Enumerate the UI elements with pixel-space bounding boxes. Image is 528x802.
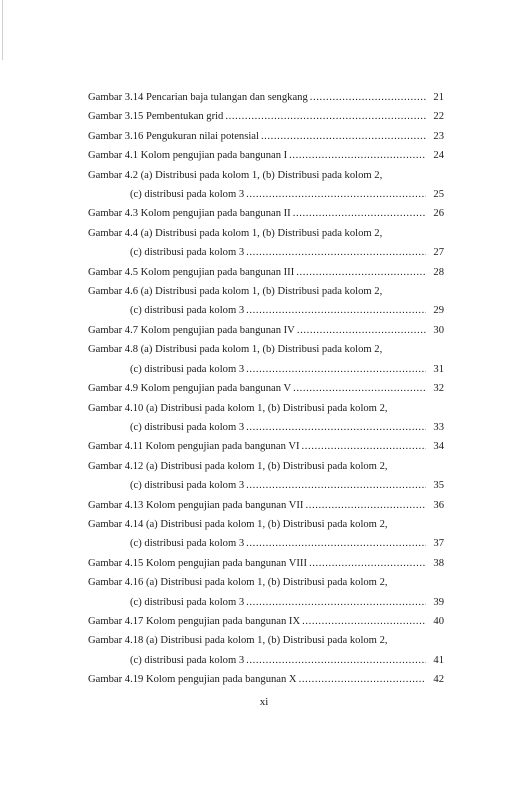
entry-label: (c) distribusi pada kolom 3 [130,596,245,608]
entry-label: Gambar 4.7 Kolom pengujian pada bangunan IV [88,324,295,336]
entry-page: 39 [433,596,444,608]
entry-page: 28 [433,266,444,278]
dot-leader [246,243,426,262]
entry-caption-line: Gambar 4.16 (a) Distribusi pada kolom 1, (b) Distribusi pada kolom 2, [88,577,388,589]
toc-entry[interactable] [88,321,444,340]
entry-label: Gambar 4.17 Kolom pengujian pada bangunan IX [88,615,301,627]
entry-page: 21 [433,92,444,103]
entry-label: Gambar 4.11 Kolom pengujian pada bangunan VI [88,441,300,453]
toc-entry[interactable] [88,146,444,165]
dot-leader [297,321,426,340]
toc-entry[interactable] [88,282,444,321]
entry-page: 37 [433,538,444,550]
toc-entry[interactable] [88,263,444,282]
dot-leader [246,418,426,437]
toc-entry[interactable] [88,573,444,612]
toc-entry[interactable] [88,496,444,515]
entry-label: Gambar 4.15 Kolom pengujian pada bangunan VIII [88,557,307,569]
entry-caption-line: Gambar 4.6 (a) Distribusi pada kolom 1, (b) Distribusi pada kolom 2, [88,286,383,298]
entry-page: 31 [433,363,444,375]
dot-leader [293,379,426,398]
toc-entry[interactable] [88,379,444,398]
entry-label: (c) distribusi pada kolom 3 [130,538,245,550]
entry-label: Gambar 3.16 Pengukuran nilai potensial [88,130,259,142]
entry-label: (c) distribusi pada kolom 3 [130,480,245,492]
entry-label: Gambar 4.9 Kolom pengujian pada bangunan V [88,383,292,395]
entry-caption-line: Gambar 4.14 (a) Distribusi pada kolom 1, (b) Distribusi pada kolom 2, [88,518,388,530]
toc-entry[interactable] [88,437,444,456]
toc-entry[interactable] [88,224,444,263]
entry-page: 32 [433,383,444,395]
entry-page: 36 [433,499,444,511]
entry-page: 30 [433,324,444,336]
entry-label: (c) distribusi pada kolom 3 [130,654,245,666]
dot-leader [225,107,426,126]
entry-page: 23 [433,130,444,142]
dot-leader [246,476,426,495]
entry-page: 22 [433,111,444,123]
dot-leader [302,437,426,456]
toc-entry[interactable] [88,204,444,223]
entry-page: 42 [433,674,444,686]
dot-leader [246,593,426,612]
toc-entry[interactable] [88,399,444,438]
dot-leader [305,496,426,515]
entry-label: (c) distribusi pada kolom 3 [130,247,245,259]
entry-label: Gambar 3.15 Pembentukan grid [88,111,224,123]
toc-entry[interactable] [88,340,444,379]
entry-label: Gambar 4.3 Kolom pengujian pada bangunan II [88,208,291,220]
entry-label: Gambar 4.13 Kolom pengujian pada bangunan VII [88,499,304,511]
page-edge-line [2,0,3,60]
dot-leader [302,612,426,631]
entry-label: (c) distribusi pada kolom 3 [130,421,245,433]
dot-leader [296,263,426,282]
toc-entry[interactable] [88,515,444,554]
toc-entry[interactable] [88,127,444,146]
toc-entry[interactable] [88,457,444,496]
toc-entry[interactable] [88,612,444,631]
entry-caption-line: Gambar 4.4 (a) Distribusi pada kolom 1, (b) Distribusi pada kolom 2, [88,227,383,239]
entry-label: Gambar 4.19 Kolom pengujian pada bangunan X [88,674,297,686]
dot-leader [310,88,426,107]
entry-page: 24 [433,150,444,162]
entry-label: Gambar 4.1 Kolom pengujian pada bangunan I [88,150,288,162]
list-of-figures [88,88,444,690]
entry-caption-line: Gambar 4.2 (a) Distribusi pada kolom 1, (b) Distribusi pada kolom 2, [88,169,383,181]
dot-leader [309,554,426,573]
page-number: xi [259,696,269,708]
entry-label: Gambar 3.14 Pencarian baja tulangan dan sengkang [88,92,308,103]
dot-leader [246,185,426,204]
dot-leader [299,670,426,689]
entry-page: 26 [433,208,444,220]
entry-page: 34 [433,441,444,453]
toc-entry[interactable] [88,166,444,205]
entry-label: (c) distribusi pada kolom 3 [130,189,245,201]
entry-caption-line: Gambar 4.12 (a) Distribusi pada kolom 1, (b) Distribusi pada kolom 2, [88,460,388,472]
entry-page: 38 [433,557,444,569]
entry-caption-line: Gambar 4.18 (a) Distribusi pada kolom 1, (b) Distribusi pada kolom 2, [88,635,388,647]
entry-page: 41 [433,654,444,666]
dot-leader [289,146,426,165]
entry-page: 35 [433,480,444,492]
entry-label: (c) distribusi pada kolom 3 [130,305,245,317]
entry-caption-line: Gambar 4.10 (a) Distribusi pada kolom 1, (b) Distribusi pada kolom 2, [88,402,388,414]
dot-leader [261,127,426,146]
toc-entry[interactable] [88,554,444,573]
entry-label: (c) distribusi pada kolom 3 [130,363,245,375]
entry-label: Gambar 4.5 Kolom pengujian pada bangunan III [88,266,295,278]
toc-entry[interactable] [88,670,444,689]
dot-leader [246,360,426,379]
entry-page: 27 [433,247,444,259]
toc-entry[interactable] [88,631,444,670]
toc-entry[interactable] [88,88,444,107]
entry-page: 33 [433,421,444,433]
toc-entry[interactable] [88,107,444,126]
entry-page: 29 [433,305,444,317]
dot-leader [246,651,426,670]
entry-caption-line: Gambar 4.8 (a) Distribusi pada kolom 1, (b) Distribusi pada kolom 2, [88,344,383,356]
dot-leader [246,301,426,320]
dot-leader [293,204,426,223]
dot-leader [246,534,426,553]
entry-page: 25 [433,189,444,201]
entry-page: 40 [433,615,444,627]
